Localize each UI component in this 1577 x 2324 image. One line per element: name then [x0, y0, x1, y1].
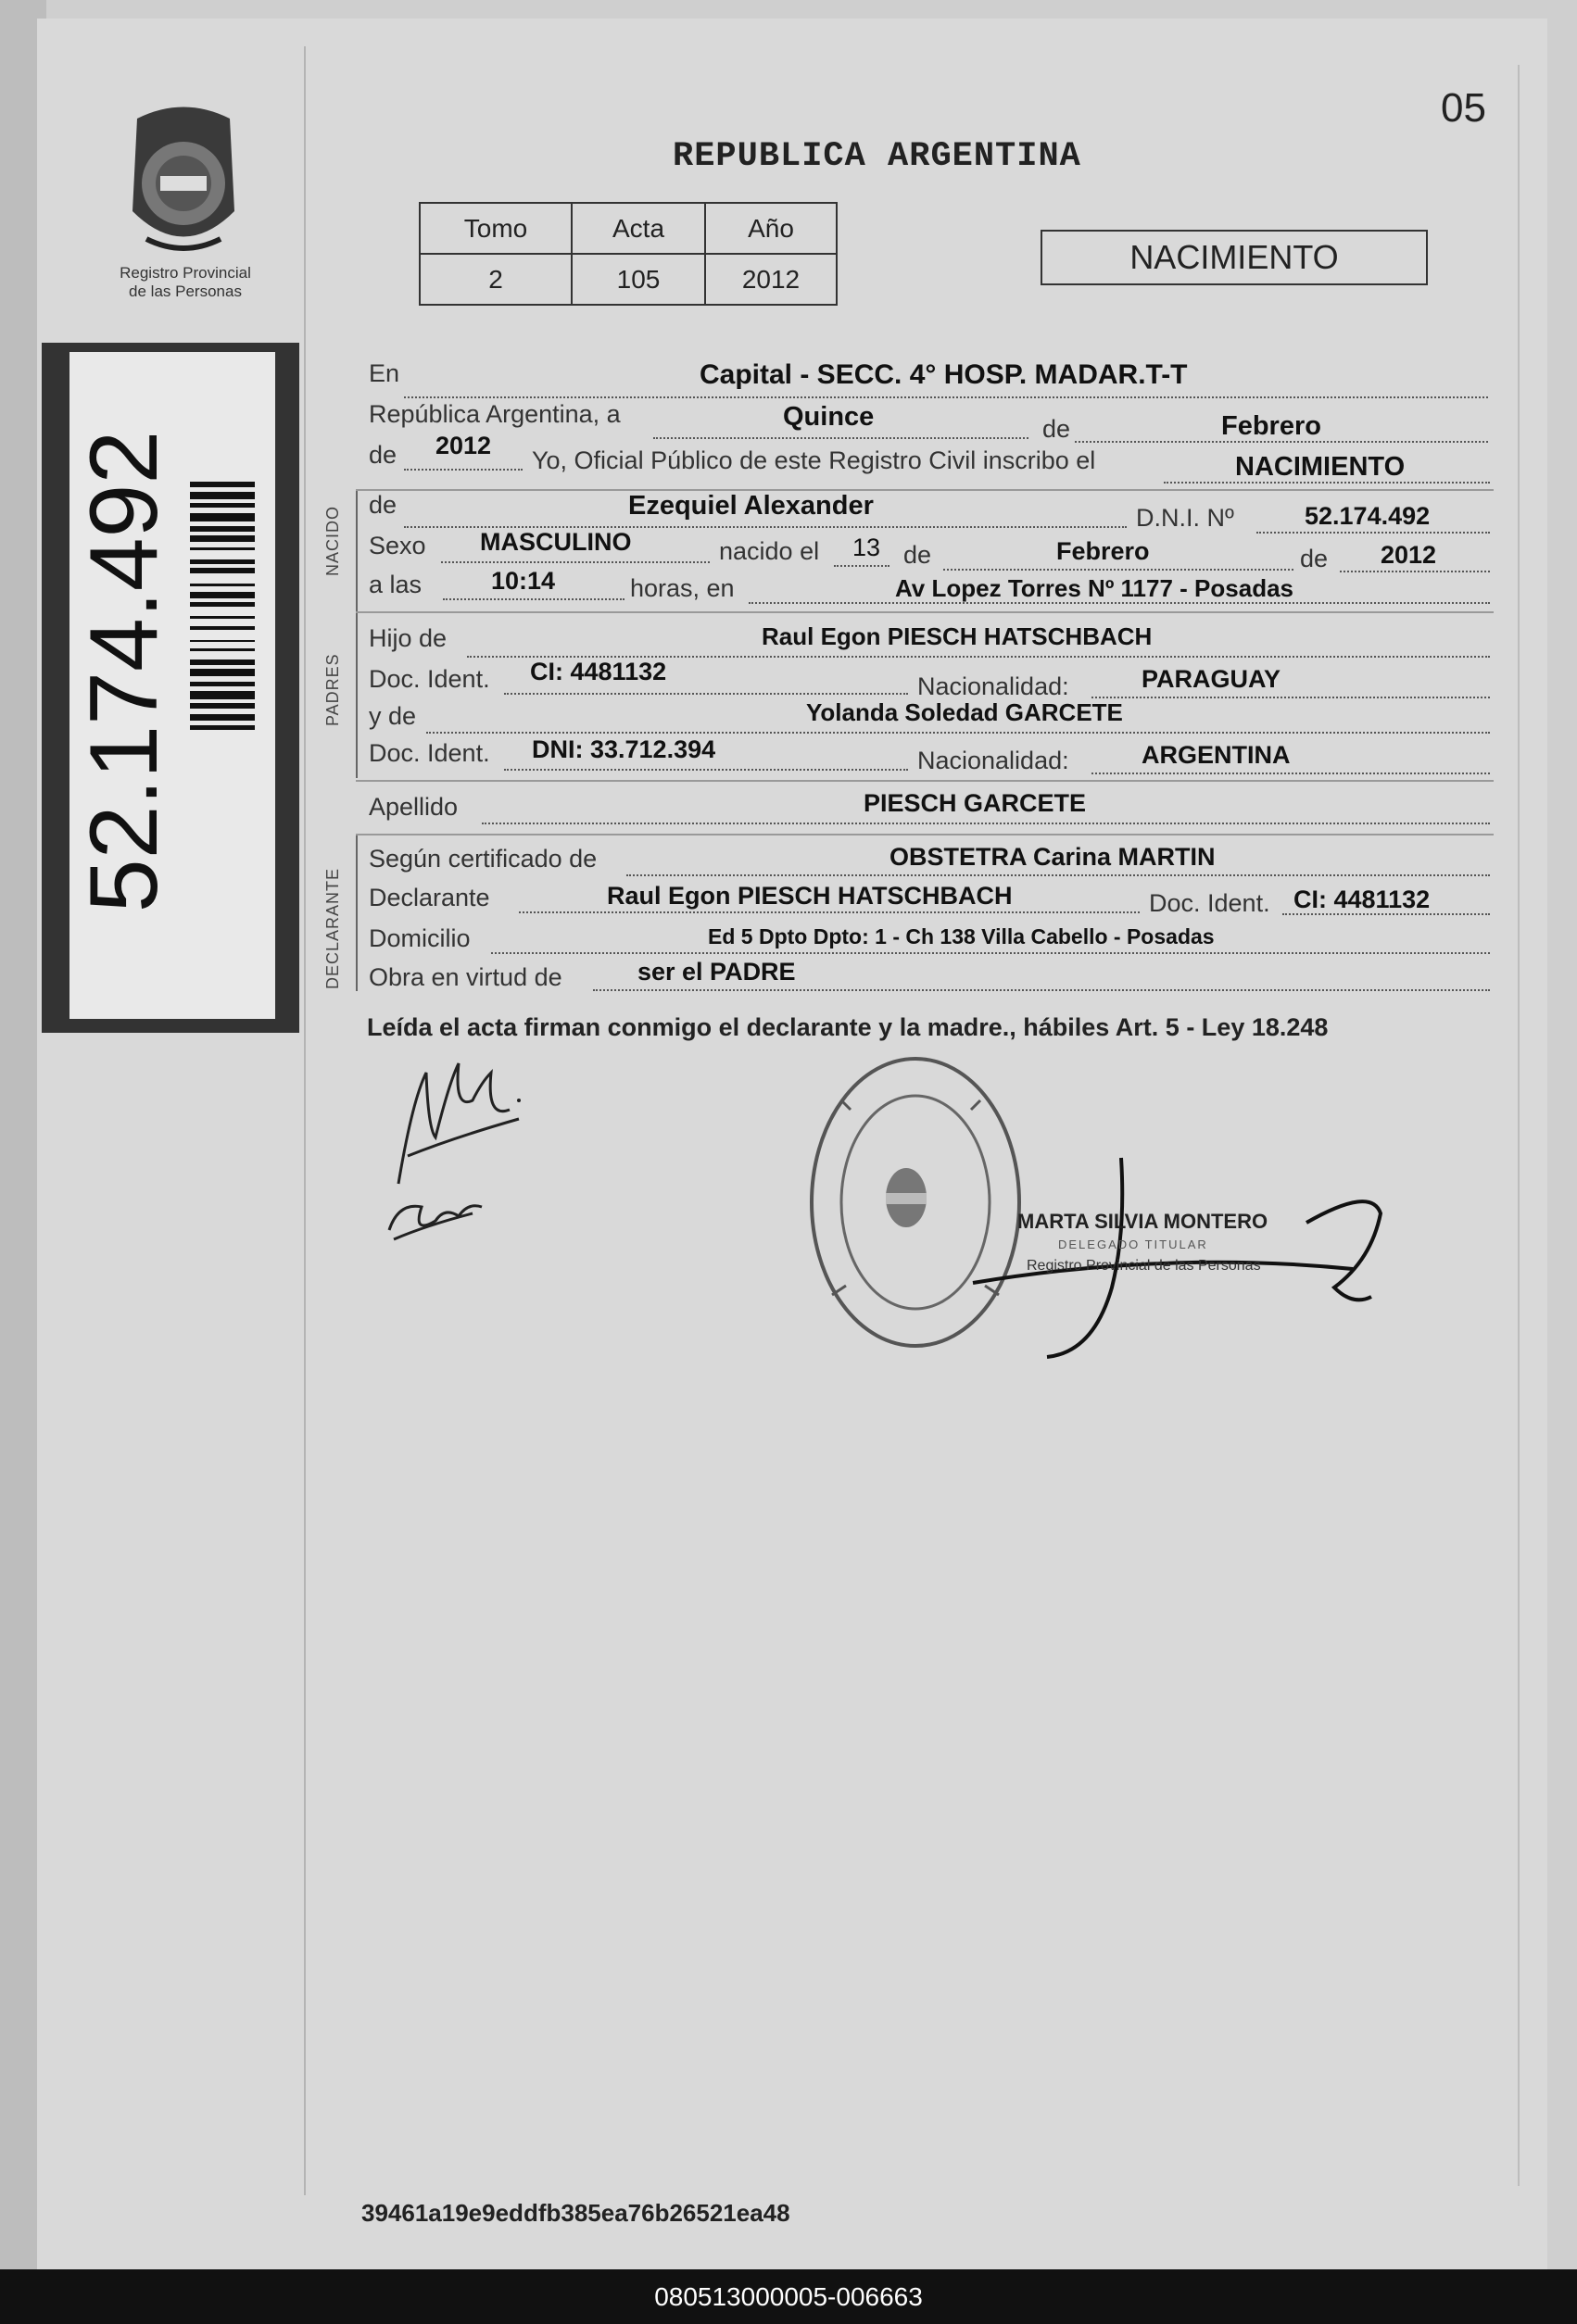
separator	[356, 489, 1494, 491]
label-de-nombre: de	[369, 491, 397, 519]
closing-statement: Leída el acta firman conmigo el declarante y la madre., hábiles Art. 5 - Ley 18.248	[367, 1013, 1329, 1041]
value-anio-nac: 2012	[1381, 541, 1437, 569]
page-title: REPUBLICA ARGENTINA	[673, 137, 1081, 176]
value-tipo-inscripcion: NACIMIENTO	[1235, 452, 1406, 482]
margin-line	[304, 46, 306, 2195]
ref-header-tomo: Tomo	[420, 203, 572, 254]
label-obra-virtud: Obra en virtud de	[369, 963, 562, 991]
barcode-stripe	[190, 503, 255, 508]
barcode-stripe	[190, 660, 255, 665]
official-office: Registro Provincial de las Personas	[1027, 1258, 1261, 1274]
value-sexo: MASCULINO	[480, 528, 632, 556]
value-mes-nac: Febrero	[1056, 537, 1150, 565]
dotted-line	[504, 693, 908, 695]
reference-table	[419, 202, 838, 306]
label-a-las: a las	[369, 571, 423, 598]
barcode-stripe	[190, 616, 255, 619]
dotted-line	[443, 598, 624, 600]
value-mes-inscripcion: Febrero	[1221, 411, 1321, 441]
footer-id: 080513000005-006663	[0, 2269, 1577, 2324]
barcode-stripe	[190, 568, 255, 573]
barcode-stripe	[190, 513, 255, 521]
separator	[356, 780, 1494, 782]
value-anio-inscripcion: 2012	[435, 432, 492, 459]
dotted-line	[404, 469, 523, 471]
page-number: 05	[1441, 85, 1486, 131]
label-de-anio: de	[1300, 545, 1329, 572]
value-apellido: PIESCH GARCETE	[864, 789, 1087, 817]
barcode-stripe	[190, 682, 255, 686]
registry-line-1: Registro Provincial	[120, 264, 251, 282]
label-en: En	[369, 359, 400, 387]
label-apellido: Apellido	[369, 793, 459, 821]
section-label-padres: PADRES	[323, 653, 342, 726]
value-declarante: Raul Egon PIESCH HATSCHBACH	[607, 882, 1013, 910]
label-segun-cert: Según certificado de	[369, 845, 598, 873]
separator	[356, 834, 1494, 835]
barcode-stripe	[190, 703, 255, 709]
dotted-line	[441, 561, 710, 563]
value-certificado: OBSTETRA Carina MARTIN	[889, 843, 1216, 871]
value-dia-nac: 13	[852, 534, 881, 561]
value-padre-nac: PARAGUAY	[1142, 665, 1281, 693]
barcode-stripe	[190, 714, 255, 721]
section-bar	[356, 491, 358, 611]
label-republica: República Argentina, a	[369, 400, 621, 428]
dotted-line	[626, 874, 1490, 876]
barcode-stripe	[190, 602, 255, 607]
value-obra: ser el PADRE	[637, 958, 796, 986]
value-hora: 10:14	[491, 567, 556, 595]
barcode-icon	[190, 482, 255, 880]
dotted-line	[1091, 773, 1490, 774]
dotted-line	[404, 396, 1488, 398]
barcode-stripe	[190, 669, 255, 676]
dotted-line	[491, 952, 1490, 954]
label-y-de: y de	[369, 702, 417, 730]
dotted-line	[1340, 571, 1490, 572]
label-horas-en: horas, en	[630, 574, 735, 602]
label-nacido-el: nacido el	[719, 537, 820, 565]
dotted-line	[482, 823, 1490, 824]
right-margin-line	[1518, 65, 1520, 2186]
barcode-stripe	[190, 691, 255, 699]
section-label-nacido: NACIDO	[323, 505, 342, 576]
barcode-stripe	[190, 626, 255, 630]
label-declarante: Declarante	[369, 884, 490, 911]
dotted-line	[653, 437, 1028, 439]
label-hijo-de: Hijo de	[369, 624, 448, 652]
ref-value-acta: 105	[572, 254, 705, 305]
label-doc-ident-padre: Doc. Ident.	[369, 665, 490, 693]
registry-line-2: de las Personas	[129, 283, 242, 300]
document-hash: 39461a19e9eddfb385ea76b26521ea48	[361, 2199, 790, 2227]
barcode-stripe	[190, 547, 255, 550]
barcode-stripe	[190, 559, 255, 564]
official-role: DELEGADO TITULAR	[1058, 1237, 1208, 1251]
label-yo-oficial: Yo, Oficial Público de este Registro Civil inscribo el	[532, 446, 1096, 474]
barcode-stripe	[190, 482, 255, 487]
label-doc-ident-declarante: Doc. Ident.	[1149, 889, 1270, 917]
label-de-mes: de	[903, 541, 932, 569]
ref-value-anio: 2012	[705, 254, 837, 305]
dotted-line	[519, 911, 1140, 913]
value-lugar-nac: Av Lopez Torres Nº 1177 - Posadas	[895, 574, 1293, 602]
barcode-stripe	[190, 640, 255, 642]
value-madre-nac: ARGENTINA	[1142, 741, 1291, 769]
section-label-declarante: DECLARANTE	[323, 867, 342, 989]
official-name: MARTA SILVIA MONTERO	[1017, 1210, 1268, 1233]
value-padre: Raul Egon PIESCH HATSCHBACH	[762, 622, 1153, 650]
dotted-line	[426, 732, 1490, 734]
label-domicilio: Domicilio	[369, 924, 471, 952]
label-nacionalidad-madre: Nacionalidad:	[917, 747, 1069, 774]
label-de-2: de	[369, 441, 397, 469]
dotted-line	[834, 565, 889, 567]
value-declarante-doc: CI: 4481132	[1293, 886, 1431, 913]
value-dni: 52.174.492	[1305, 502, 1431, 530]
ref-value-tomo: 2	[420, 254, 572, 305]
label-sexo: Sexo	[369, 532, 426, 559]
signature-declarante-icon	[371, 1045, 537, 1249]
act-type-box: NACIMIENTO	[1041, 230, 1428, 285]
label-doc-ident-madre: Doc. Ident.	[369, 739, 490, 767]
label-nacionalidad-padre: Nacionalidad:	[917, 672, 1069, 700]
barcode-stripe	[190, 584, 255, 586]
dotted-line	[504, 769, 908, 771]
value-nombre: Ezequiel Alexander	[628, 491, 874, 521]
value-padre-doc: CI: 4481132	[530, 658, 667, 685]
dni-label-number: 52.174.492	[70, 430, 178, 913]
barcode-stripe	[190, 648, 255, 651]
dotted-line	[943, 569, 1293, 571]
value-madre-doc: DNI: 33.712.394	[532, 735, 716, 763]
barcode-stripe	[190, 535, 255, 542]
label-de: de	[1042, 415, 1071, 443]
value-dia-letra: Quince	[783, 402, 875, 432]
barcode-stripe	[190, 492, 255, 499]
dni-label	[69, 352, 275, 1019]
section-bar	[356, 613, 358, 778]
separator	[356, 611, 1494, 613]
dotted-line	[1091, 697, 1490, 698]
barcode-stripe	[190, 725, 255, 730]
registry-caption	[93, 264, 278, 301]
dotted-line	[1256, 532, 1490, 534]
dotted-line	[593, 989, 1490, 991]
label-dni-no: D.N.I. Nº	[1136, 504, 1234, 532]
section-bar	[356, 835, 358, 991]
barcode-stripe	[190, 526, 255, 532]
dni-label-frame	[42, 343, 299, 1033]
ref-header-acta: Acta	[572, 203, 705, 254]
value-lugar: Capital - SECC. 4° HOSP. MADAR.T-T	[700, 359, 1188, 390]
value-madre: Yolanda Soledad GARCETE	[806, 698, 1123, 726]
barcode-stripe	[190, 592, 255, 598]
province-seal-icon	[109, 100, 258, 267]
ref-header-anio: Año	[705, 203, 837, 254]
value-domicilio: Ed 5 Dpto Dpto: 1 - Ch 138 Villa Cabello - Posadas	[708, 924, 1215, 948]
